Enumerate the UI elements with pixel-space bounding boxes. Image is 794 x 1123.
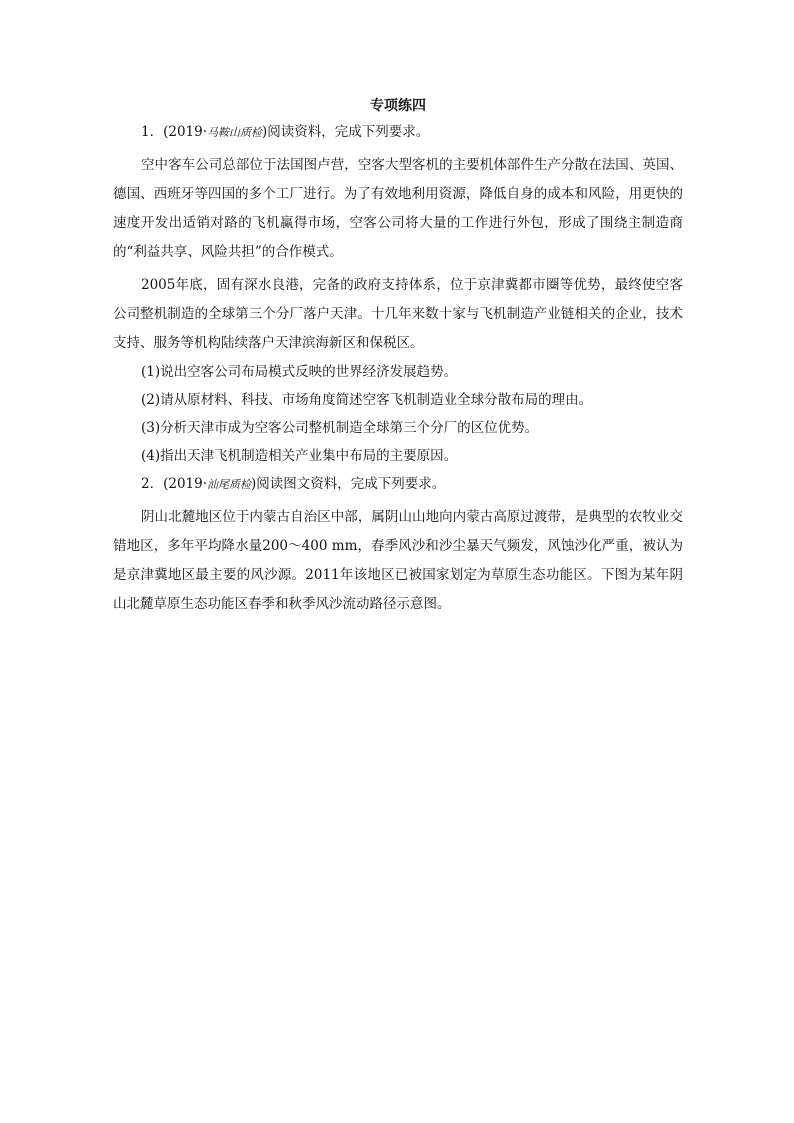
question-2-source: 汕尾质检 <box>207 478 252 491</box>
page-title: 专项练四 <box>370 98 426 114</box>
question-1-paragraph-2: 2005年底，固有深水良港，完备的政府支持体系，位于京津冀都市圈等优势，最终使空客公司整机制造的全球第三个分厂落户天津。十几年来数十家与飞机制造产业链相关的企业，技术支持、服务等机构陆续落户天津滨海新区和保税区。 <box>113 277 683 351</box>
question-1-paragraph-1: 空中客车公司总部位于法国图卢营，空客大型客机的主要机体部件生产分散在法国、英国、德国、西班牙等四国的多个工厂进行。为了有效地利用资源，降低自身的成本和风险，用更快的速度开发出适销对路的飞机赢得市场，空客公司将大量的工作进行外包，形成了围绕主制造商的“利益共享、风险共担”的合作模式。 <box>113 157 683 260</box>
question-2-paragraph-1: 阴山北麓地区位于内蒙古自治区中部，属阴山山地向内蒙古高原过渡带，是典型的农牧业交错地区，多年平均降水量200～400 mm，春季风沙和沙尘暴天气频发，风蚀沙化严重，被认为是京津冀地区最主要的风沙源。2011年该地区已被国家划定为草原生态功能区。下图为某年阴山北麓草原生态功能区春季和秋季风沙流动路径示意图。 <box>113 509 683 612</box>
document-content <box>113 96 683 623</box>
question-1-header <box>113 122 683 143</box>
question-1-number: 1．(2019· <box>141 124 208 140</box>
question-2-instruction: )阅读图文资料，完成下列要求。 <box>251 476 446 492</box>
question-1-source: 马鞍山质检 <box>207 126 263 139</box>
question-1-sub-1: (1)说出空客公司布局模式反映的世界经济发展趋势。 <box>141 364 458 380</box>
question-1-sub-4: (4)指出天津飞机制造相关产业集中布局的主要原因。 <box>141 448 458 464</box>
question-1-sub-3: (3)分析天津市成为空客公司整机制造全球第三个分厂的区位优势。 <box>141 420 539 436</box>
question-1-instruction: )阅读资料，完成下列要求。 <box>262 124 430 140</box>
question-2-number: 2．(2019· <box>141 476 208 492</box>
question-1-sub-2: (2)请从原材料、科技、市场角度简述空客飞机制造业全球分散布局的理由。 <box>141 392 593 408</box>
question-2-header <box>113 474 683 495</box>
